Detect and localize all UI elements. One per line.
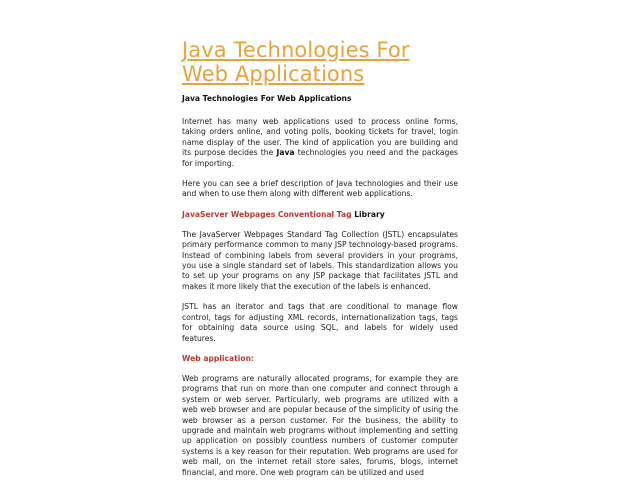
intro-text-before: Internet has many web applications used to process online forms, taking orders online, and voting polls, booking tickets for travel, login name display of the user. The kind of application you are building and its purpose decides the	[182, 117, 458, 158]
jstl-paragraph: The JavaServer Webpages Standard Tag Collection (JSTL) encapsulates primary performance common to many JSP technology-based programs. Instead of combining labels from several providers in your programs, you use a single standard set of labels. This standardization allows you to set up your programs on any JSP package that facilitates JSTL and makes it more likely that the execution of the labels is enhanced.	[182, 229, 458, 291]
page-title-link[interactable]: Java Technologies For Web Applications	[182, 38, 410, 86]
section-heading-highlight: JavaServer Webpages Conventional Tag	[182, 209, 352, 219]
document-page	[182, 38, 458, 488]
web-programs-paragraph: Web programs are naturally allocated programs, for example they are programs that run on more than one computer and connect through a system or web server. Particularly, web programs are utilized with a web web browser and are popular because of the simplicity of using the web browser as a person customer. For the business, the ability to upgrade and maintain web programs without implementing and setting up application on possibly countless numbers of customer computer systems is a key reason for their reputation. Web programs are used for web mail, on the internet retail store sales, forums, blogs, internet financial, and more. One web program can be utilized and used	[182, 373, 458, 477]
section-heading-web-application: Web application:	[182, 353, 255, 363]
section-heading-rest: Library	[351, 209, 385, 219]
java-keyword: Java	[276, 148, 295, 158]
section-heading-jstl	[182, 210, 458, 220]
article-subtitle: Java Technologies For Web Applications	[182, 94, 352, 103]
intro-paragraph	[182, 117, 458, 169]
intro-text-after: technologies you need and the packages for importing.	[182, 148, 458, 168]
jstl-features-paragraph: JSTL has an iterator and tags that are conditional to manage flow control, tags for adjusting XML records, internationalization tags, tags for obtaining data source using SQL, and labels for widely used features.	[182, 302, 458, 343]
description-paragraph: Here you can see a brief description of Java technologies and their use and when to use them along with different web applications.	[182, 179, 458, 199]
